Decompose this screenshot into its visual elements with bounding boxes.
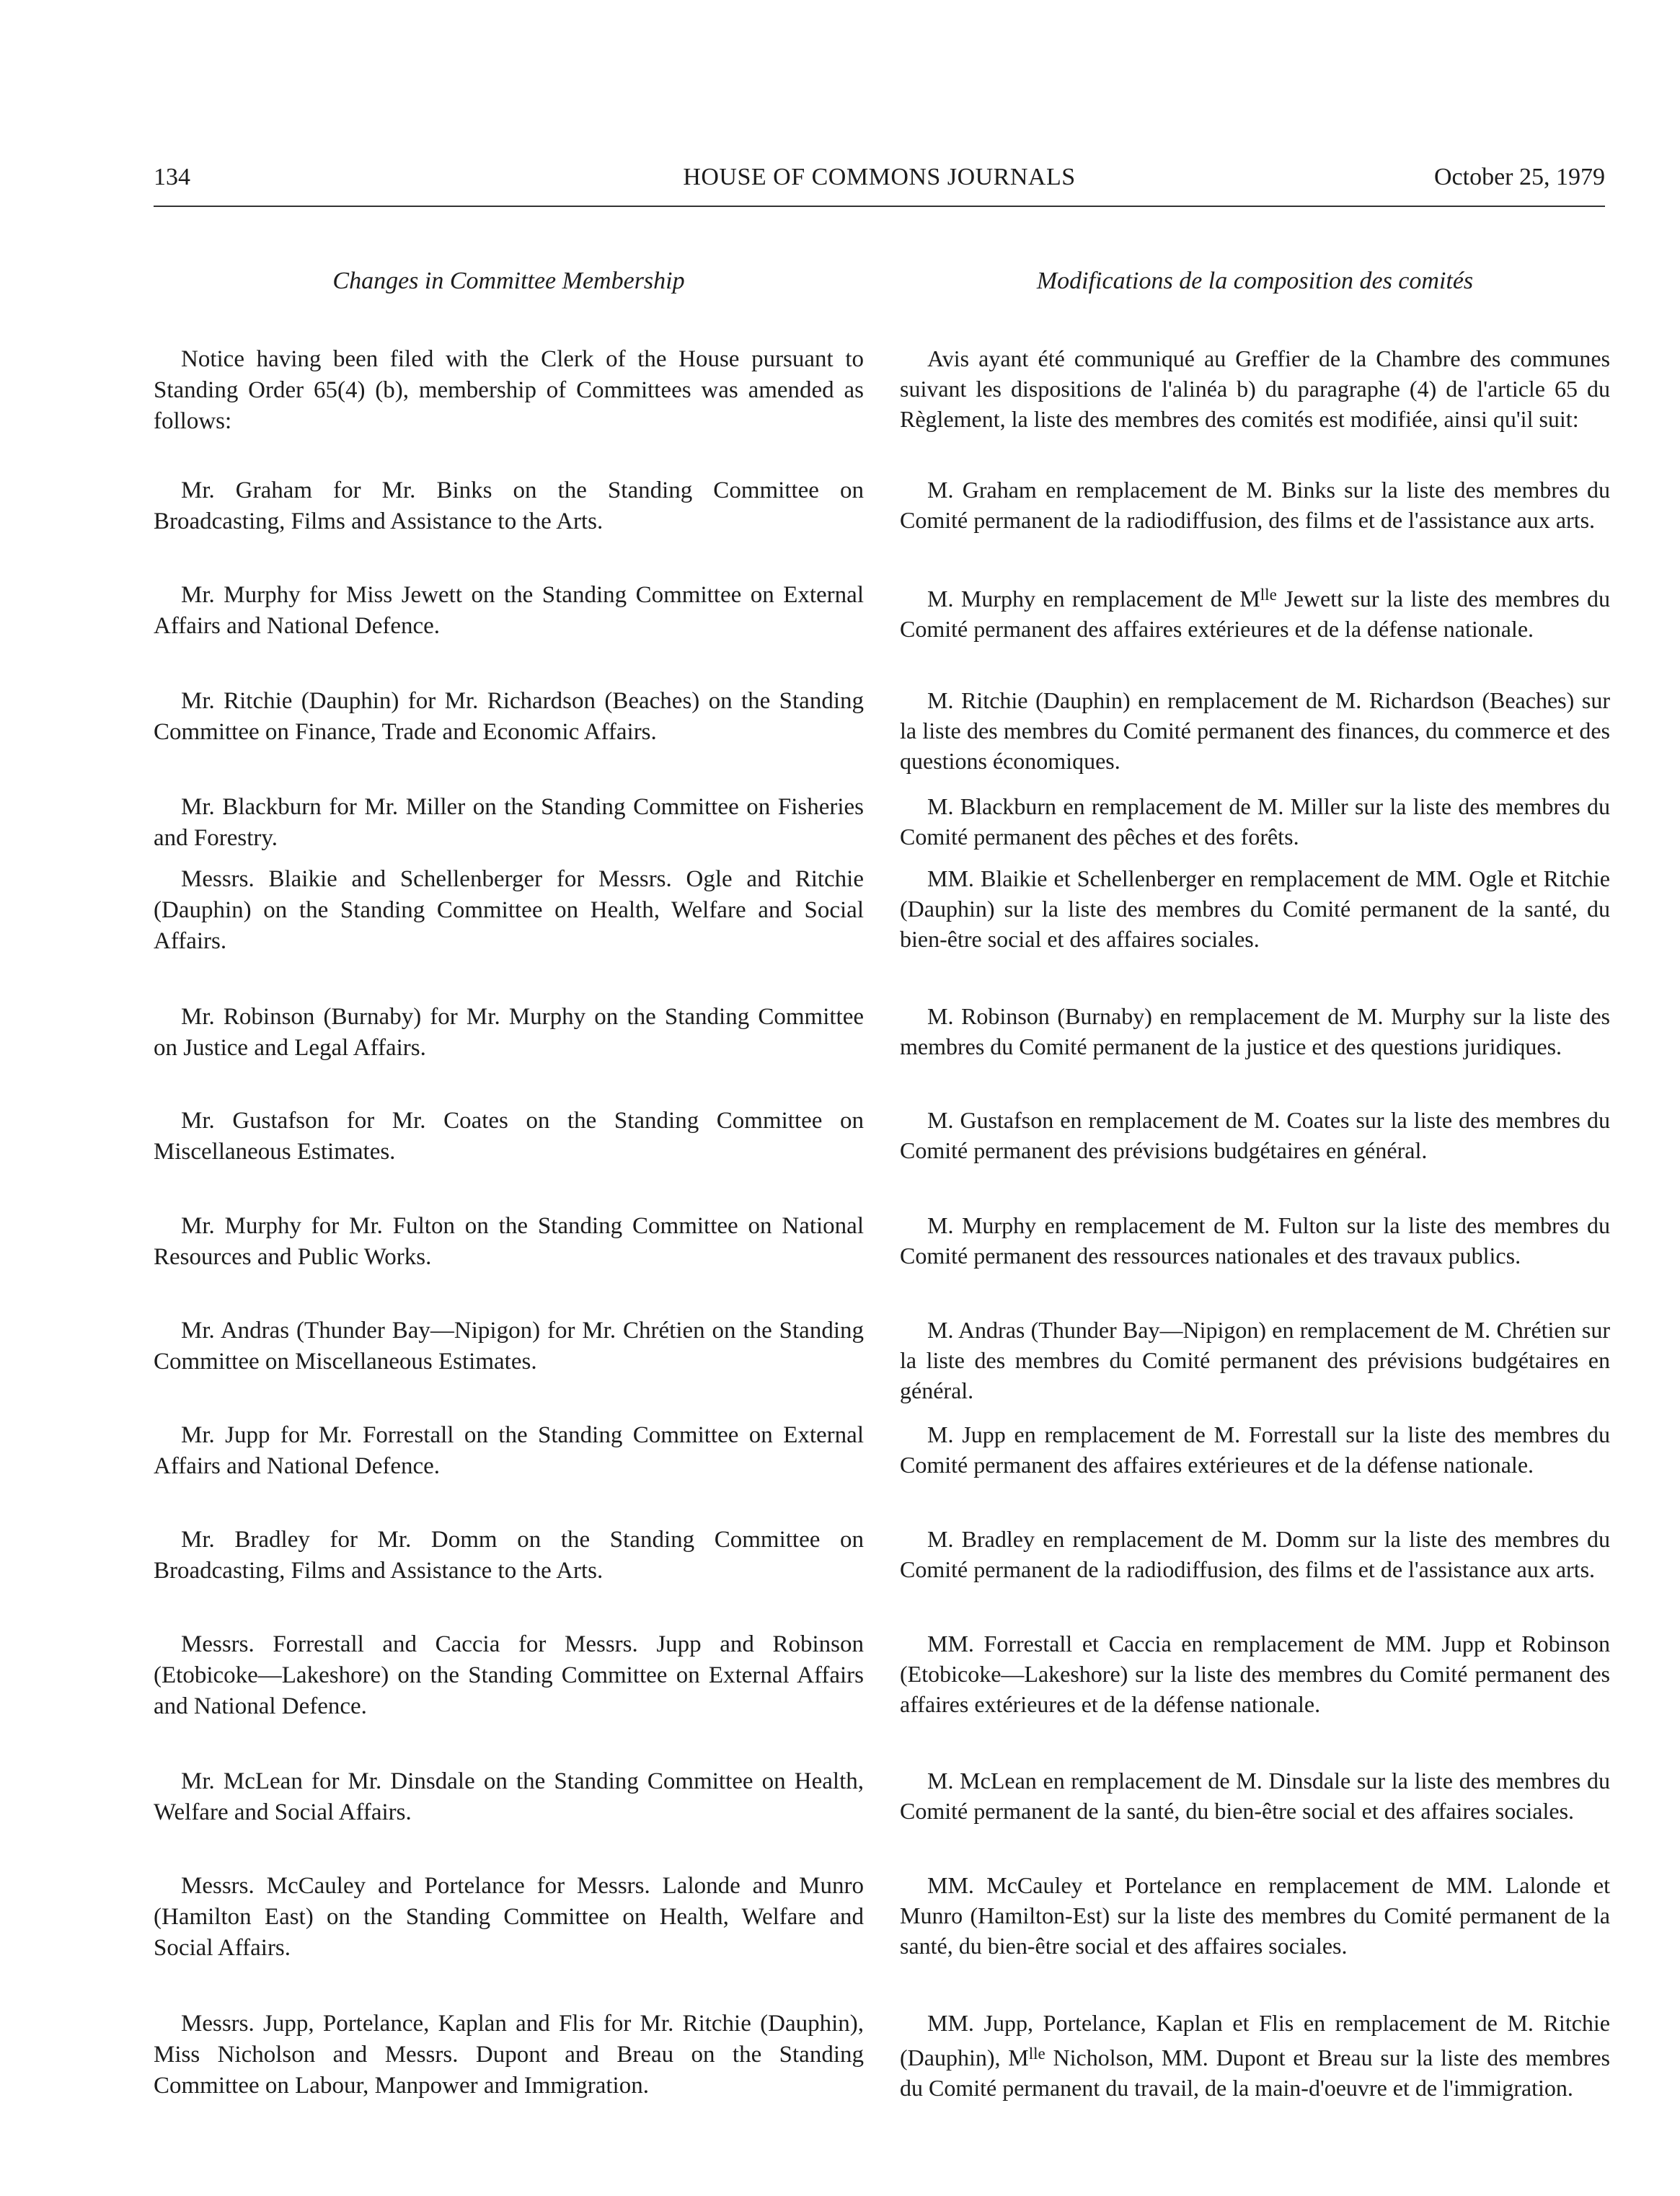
english-entry: Messrs. Blaikie and Schellenberger for Messrs. Ogle and Ritchie (Dauphin) on the Standing Committee on Health, Welfare and Social Affairs. [154, 866, 864, 954]
english-entry: Messrs. McCauley and Portelance for Messrs. Lalonde and Munro (Hamilton East) on the Standing Committee on Health, Welfare and Social Affairs. [154, 1873, 864, 1961]
english-entry: Mr. Ritchie (Dauphin) for Mr. Richardson (Beaches) on the Standing Committee on Finance, Trade and Economic Affairs. [154, 688, 864, 745]
english-entry: Mr. Murphy for Miss Jewett on the Standing Committee on External Affairs and National Defence. [154, 582, 864, 639]
english-entry: Messrs. Forrestall and Caccia for Messrs. Jupp and Robinson (Etobicoke—Lakeshore) on the Standing Committee on External Affairs and National Defence. [154, 1631, 864, 1719]
french-entry: M. Blackburn en remplacement de M. Miller sur la liste des membres du Comité permanent des pêches et des forêts. [900, 793, 1610, 850]
english-entry: Mr. Gustafson for Mr. Coates on the Standing Committee on Miscellaneous Estimates. [154, 1108, 864, 1165]
journal-date: October 25, 1979 [1433, 164, 1605, 190]
french-entry: MM. Forrestall et Caccia en remplacement de MM. Jupp et Robinson (Etobicoke—Lakeshore) sur la liste des membres du Comité permanent des affaires extérieures et de la défense nationale. [900, 1631, 1610, 1717]
french-entry: M. Robinson (Burnaby) en remplacement de M. Murphy sur la liste des membres du Comité permanent de la justice et des questions juridiques. [900, 1003, 1610, 1059]
page-number: 134 [154, 164, 190, 190]
english-entry: Mr. Jupp for Mr. Forrestall on the Standing Committee on External Affairs and National Defence. [154, 1422, 864, 1479]
english-heading: Changes in Committee Membership [332, 268, 685, 294]
french-entry: MM. McCauley et Portelance en remplacement de MM. Lalonde et Munro (Hamilton-Est) sur la liste des membres du Comité permanent de la santé, du bien-être social et des affaires sociales. [900, 1872, 1610, 1959]
english-entry: Mr. Robinson (Burnaby) for Mr. Murphy on the Standing Committee on Justice and Legal Affairs. [154, 1004, 864, 1061]
english-entry: Mr. Bradley for Mr. Domm on the Standing Committee on Broadcasting, Films and Assistance to the Arts. [154, 1527, 864, 1584]
english-entry: Mr. Blackburn for Mr. Miller on the Standing Committee on Fisheries and Forestry. [154, 794, 864, 851]
french-entry: M. McLean en remplacement de M. Dinsdale sur la liste des membres du Comité permanent de la santé, du bien-être social et des affaires sociales. [900, 1768, 1610, 1824]
english-intro: Notice having been filed with the Clerk of the House pursuant to Standing Order 65(4) (b), membership of Committees was amended as follows: [154, 346, 864, 434]
english-entry: Mr. Graham for Mr. Binks on the Standing Committee on Broadcasting, Films and Assistance to the Arts. [154, 477, 864, 534]
english-entry: Messrs. Jupp, Portelance, Kaplan and Flis for Mr. Ritchie (Dauphin), Miss Nicholson and Messrs. Dupont and Breau on the Standing Committee on Labour, Manpower and Immigration. [154, 2011, 864, 2099]
french-heading: Modifications de la composition des comités [1036, 268, 1474, 294]
french-entry: M. Murphy en remplacement de M. Fulton sur la liste des membres du Comité permanent des ressources nationales et des travaux publics. [900, 1212, 1610, 1269]
page-header [154, 162, 1605, 207]
french-column [900, 265, 1611, 2102]
french-entry: MM. Blaikie et Schellenberger en remplacement de MM. Ogle et Ritchie (Dauphin) sur la liste des membres du Comité permanent de la santé, du bien-être social et des affaires sociales. [900, 865, 1610, 952]
french-entry: M. Ritchie (Dauphin) en remplacement de M. Richardson (Beaches) sur la liste des membres du Comité permanent des finances, du commerce et des questions économiques. [900, 687, 1610, 774]
french-entry: M. Bradley en remplacement de M. Domm sur la liste des membres du Comité permanent de la radiodiffusion, des films et de l'assistance aux arts. [900, 1526, 1610, 1582]
english-column [154, 265, 864, 2099]
english-entry: Mr. Murphy for Mr. Fulton on the Standing Committee on National Resources and Public Works. [154, 1213, 864, 1270]
english-entry: Mr. McLean for Mr. Dinsdale on the Standing Committee on Health, Welfare and Social Affairs. [154, 1768, 864, 1825]
french-entry: M. Graham en remplacement de M. Binks sur la liste des membres du Comité permanent de la radiodiffusion, des films et de l'assistance aux arts. [900, 477, 1610, 533]
journal-title: HOUSE OF COMMONS JOURNALS [683, 164, 1076, 190]
french-entry: M. Murphy en remplacement de $M^{lle}$ Jewett sur la liste des membres du Comité permanent des affaires extérieures et de la défense nationale. [900, 585, 1611, 643]
french-entry: M. Jupp en remplacement de M. Forrestall sur la liste des membres du Comité permanent des affaires extérieures et de la défense nationale. [900, 1421, 1610, 1478]
english-entry: Mr. Andras (Thunder Bay—Nipigon) for Mr. Chrétien on the Standing Committee on Miscellaneous Estimates. [154, 1318, 864, 1375]
french-entry: M. Andras (Thunder Bay—Nipigon) en remplacement de M. Chrétien sur la liste des membres du Comité permanent des prévisions budgétaires en général. [900, 1317, 1610, 1403]
french-entry: MM. Jupp, Portelance, Kaplan et Flis en remplacement de M. Ritchie (Dauphin), $M^{lle}$ Nicholson, MM. Dupont et Breau sur la liste des membres du Comité permanent du travail, de la main-d'oeuvre et de l'immigration. [900, 2010, 1611, 2102]
french-intro: Avis ayant été communiqué au Greffier de la Chambre des communes suivant les dispositions de l'alinéa b) du paragraphe (4) de l'article 65 du Règlement, la liste des membres des comités est modifiée, ainsi qu'il suit: [900, 345, 1610, 432]
french-entry: M. Gustafson en remplacement de M. Coates sur la liste des membres du Comité permanent des prévisions budgétaires en général. [900, 1107, 1610, 1163]
